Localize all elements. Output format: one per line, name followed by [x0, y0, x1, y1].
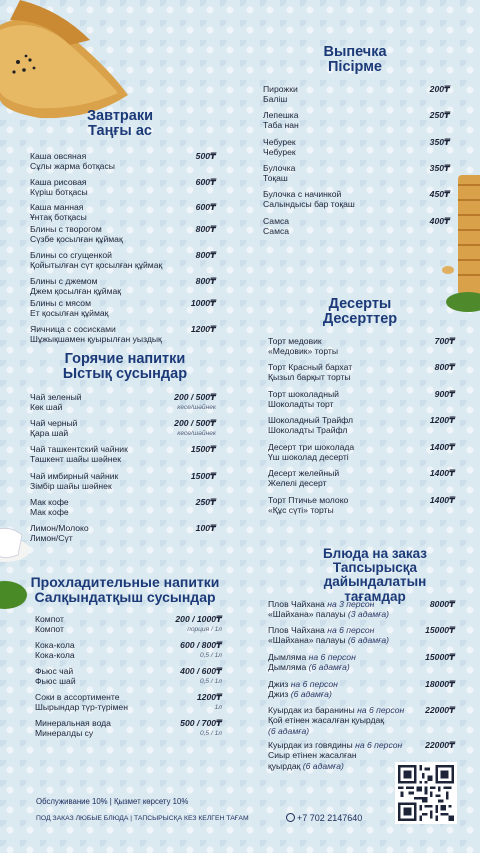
menu-item: Каша манная Ұнтақ ботқасы — [30, 202, 87, 223]
qr-code[interactable] — [395, 762, 457, 824]
item-unit: 0,5 / 1л — [199, 678, 222, 685]
item-price: 400 / 600₸ — [180, 666, 222, 676]
item-price: 1400₸ — [429, 468, 455, 478]
item-price: 1200₸ — [196, 692, 222, 702]
item-price: 22000₸ — [425, 705, 455, 715]
service-charge-text: Обслуживание 10% | Қызмет көрсету 10% — [36, 797, 189, 806]
item-unit: 0,5 / 1л — [199, 652, 222, 659]
menu-item: Минеральная вода Минералды су — [35, 718, 111, 739]
item-price: 350₸ — [429, 163, 450, 173]
menu-item: Шоколадный Трайфл Шоколадты Трайфл — [268, 415, 354, 436]
item-unit: кесе/шәйнек — [177, 404, 216, 411]
menu-item: Чебурек Чебурек — [263, 137, 296, 158]
menu-item: Мак кофе Мак кофе — [30, 497, 69, 518]
item-price: 350₸ — [429, 137, 450, 147]
desserts-title: Десерты Десерттер — [322, 296, 398, 328]
menu-item: Блины со сгущенкой Қойытылған сүт қосылған құймақ — [30, 250, 163, 271]
menu-item: Компот Компот — [35, 614, 64, 635]
phone-contact[interactable]: +7 702 2147640 — [286, 813, 362, 823]
menu-item: Булочка с начинкой Салындысы бар тоқаш — [263, 189, 355, 210]
menu-item: Лимон/Молоко Лимон/Сүт — [30, 523, 89, 544]
item-price: 600₸ — [195, 177, 216, 187]
item-price: 18000₸ — [425, 679, 455, 689]
item-price: 1500₸ — [190, 471, 216, 481]
menu-item: Чай зеленый Көк шай — [30, 392, 82, 413]
item-price: 1400₸ — [429, 495, 455, 505]
menu-item: Торт Красный бархат Қызыл барқыт торты — [268, 362, 353, 383]
menu-item: Лепешка Таба нан — [263, 110, 299, 131]
menu-item: Дымляма на 6 персон Дымляма (6 адамға) — [268, 652, 356, 673]
item-price: 200 / 1000₸ — [175, 614, 222, 624]
item-price: 700₸ — [434, 336, 455, 346]
hot-drinks-title: Горячие напитки Ыстық сусындар — [62, 351, 188, 383]
item-price: 15000₸ — [425, 625, 455, 635]
menu-item: Пирожки Баліш — [263, 84, 298, 105]
item-unit: 1л — [214, 704, 222, 711]
preorder-title: Блюда на заказ Тапсырысқа дайындалатын тағамдар — [322, 546, 428, 604]
item-price: 22000₸ — [425, 740, 455, 750]
item-price: 1200₸ — [190, 324, 216, 334]
menu-item: Каша овсяная Сұлы жарма ботқасы — [30, 151, 115, 172]
menu-item: Каша рисовая Күріш ботқасы — [30, 177, 88, 198]
item-unit: порция / 1л — [187, 626, 222, 633]
menu-item: Блины с творогом Сүзбе қосылған құймақ — [30, 224, 123, 245]
menu-item: Блины с мясом Ет қосылған құймақ — [30, 298, 109, 319]
item-price: 200₸ — [429, 84, 450, 94]
whatsapp-icon — [286, 813, 295, 822]
menu-item: Торт медовик «Медовик» торты — [268, 336, 339, 357]
menu-item: Десерт желейный Желелі десерт — [268, 468, 340, 489]
item-price: 800₸ — [195, 250, 216, 260]
menu-item: Десерт три шоколада Үш шоколад десерті — [268, 442, 355, 463]
item-price: 500 / 700₸ — [180, 718, 222, 728]
menu-item: Самса Самса — [263, 216, 290, 237]
menu-item: Блины с джемом Джем қосылған құймақ — [30, 276, 122, 297]
item-price: 250₸ — [195, 497, 216, 507]
menu-item: Куырдак из баранины на 6 персон Қой етінен жасалған қуырдақ (6 адамға) — [268, 705, 405, 736]
item-price: 450₸ — [429, 189, 450, 199]
menu-item: Плов Чайхана на 6 персон «Шайхана» палауы (6 адамға) — [268, 625, 390, 646]
samsa-image — [0, 0, 130, 125]
menu-item: Булочка Тоқаш — [263, 163, 296, 184]
item-price: 1200₸ — [429, 415, 455, 425]
item-price: 100₸ — [195, 523, 216, 533]
menu-item: Кока-кола Кока-кола — [35, 640, 75, 661]
cold-drinks-title: Прохладительные напитки Салқындатқыш сусындар — [30, 574, 220, 605]
menu-item: Чай черный Қара шай — [30, 418, 78, 439]
item-price: 500₸ — [195, 151, 216, 161]
menu-item: Яичница с сосисками Шұжықшамен қуырылған уыздық — [30, 324, 162, 345]
breakfast-title: Завтраки Таңғы ас — [86, 108, 154, 140]
menu-item: Торт Птичье молоко «Құс сүті» торты — [268, 495, 349, 516]
menu-item: Соки в ассортименте Шырындар түр-түрімен — [35, 692, 128, 713]
item-unit: 0,5 / 1л — [199, 730, 222, 737]
item-price: 600₸ — [195, 202, 216, 212]
item-unit: кесе/шәйнек — [177, 430, 216, 437]
menu-item: Чай ташкентский чайник Ташкент шайы шәйнек — [30, 444, 128, 465]
item-price: 200 / 500₸ — [174, 418, 216, 428]
item-price: 800₸ — [434, 362, 455, 372]
menu-item: Плов Чайхана на 3 персон «Шайхана» палауы (3 адамға) — [268, 599, 390, 620]
item-price: 800₸ — [195, 276, 216, 286]
item-price: 1500₸ — [190, 444, 216, 454]
item-price: 1000₸ — [190, 298, 216, 308]
item-price: 200 / 500₸ — [174, 392, 216, 402]
menu-item: Куырдак из говядины на 6 персон Сиыр етінен жасалған қуырдақ (6 адамға) — [268, 740, 403, 771]
item-price: 900₸ — [434, 389, 455, 399]
preorder-note: ПОД ЗАКАЗ ЛЮБЫЕ БЛЮДА | ТАПСЫРЫСҚА КЕЗ КЕЛГЕН ТАҒАМ — [36, 815, 249, 822]
menu-item: Чай имбирный чайник Зімбір шайы шәйнек — [30, 471, 119, 492]
item-price: 250₸ — [429, 110, 450, 120]
item-price: 15000₸ — [425, 652, 455, 662]
menu-item: Торт шоколадный Шоколадты торт — [268, 389, 339, 410]
item-price: 600 / 800₸ — [180, 640, 222, 650]
item-price: 400₸ — [429, 216, 450, 226]
bakery-title: Выпечка Пісірме — [323, 44, 387, 76]
menu-item: Джиз на 6 персон Джиз (6 адамға) — [268, 679, 338, 700]
item-price: 8000₸ — [429, 599, 455, 609]
menu-item: Фьюс чай Фьюс шай — [35, 666, 76, 687]
item-price: 1400₸ — [429, 442, 455, 452]
item-price: 800₸ — [195, 224, 216, 234]
